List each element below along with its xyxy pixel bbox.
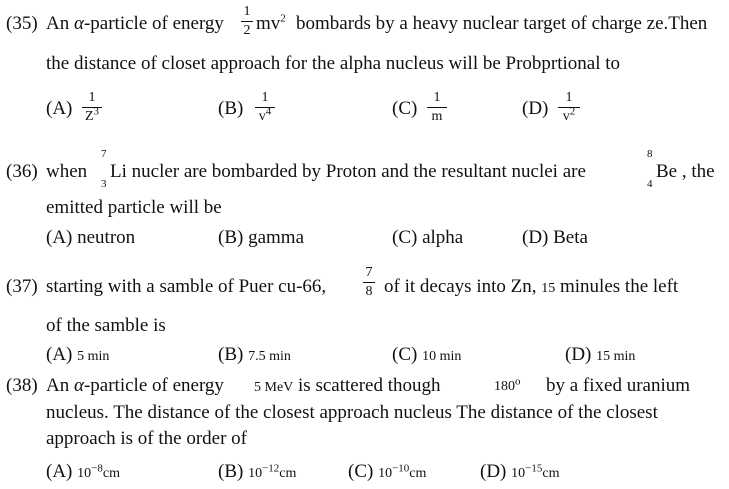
option-b-fraction: 1 $v^4$ — [255, 91, 275, 124]
question-text: An α-particle of energy — [46, 13, 224, 34]
question-text-line2: emitted particle will be — [46, 197, 222, 218]
question-number: (36) — [6, 161, 38, 182]
question-text-cont: of it decays into Zn, 15 minules the left — [384, 276, 679, 297]
option-d-fraction: 1 $v^2$ — [558, 91, 580, 124]
option-d-label: (D) — [522, 98, 549, 119]
question-number: (35) — [6, 13, 38, 34]
energy-fraction: 1 2 — [241, 5, 253, 38]
option-c-label: (C) — [392, 98, 418, 119]
question-text-line3: approach is of the order of — [46, 428, 248, 449]
question-number: (37) — [6, 276, 38, 297]
question-number: (38) — [6, 375, 38, 396]
option-a-fraction: 1 $Z^3$ — [82, 91, 102, 124]
option-d: (D) Beta — [522, 227, 588, 248]
question-text-li: Li nucler are bombarded by Proton and the resultant nuclei are — [110, 161, 586, 182]
option-b: (B) 7.5 min — [218, 344, 291, 365]
question-text-cont: by a fixed uranium — [546, 375, 691, 396]
option-d: (D) $10^{-15}cm$ — [480, 461, 560, 482]
question-text-energy: 5 MeV is scattered though — [254, 375, 441, 396]
question-text-cont: bombards by a heavy nuclear target of charge ze.Then — [296, 13, 708, 34]
option-a: (A) $10^{-8}cm$ — [46, 461, 120, 482]
option-b: (B) $10^{-12}cm$ — [218, 461, 297, 482]
li-atomic-number: 3 — [101, 178, 107, 190]
decay-fraction: 7 8 — [363, 266, 375, 299]
option-c-fraction: 1 m — [427, 91, 447, 124]
option-c: (C) alpha — [392, 227, 464, 248]
option-a: (A) 5 min — [46, 344, 110, 365]
question-text-be: Be , the — [656, 161, 715, 182]
option-c: (C) 10 min — [392, 344, 462, 365]
scattering-angle: 180$^o$ — [494, 375, 521, 394]
question-text-line2: the distance of closet approach for the alpha nucleus will be Probprtional to — [46, 53, 621, 74]
question-text: starting with a samble of Puer cu-66, — [46, 276, 327, 297]
be-atomic-number: 4 — [647, 178, 653, 190]
question-text-line2: nucleus. The distance of the closest approach nucleus The distance of the closest — [46, 402, 658, 423]
question-text: when — [46, 161, 88, 182]
be-mass-number: 8 — [647, 148, 653, 160]
option-a: (A) neutron — [46, 227, 136, 248]
option-c: (C) $10^{-10}cm$ — [348, 461, 427, 482]
energy-term: $mv^2$ — [256, 12, 286, 34]
option-d: (D) 15 min — [565, 344, 636, 365]
li-mass-number: 7 — [101, 148, 107, 160]
question-text: An α-particle of energy — [46, 375, 224, 396]
alpha-symbol: α — [73, 13, 84, 34]
question-text-line2: of the samble is — [46, 315, 166, 336]
option-b-label: (B) — [218, 98, 244, 119]
option-b: (B) gamma — [218, 227, 305, 248]
option-a-label: (A) — [46, 98, 73, 119]
alpha-symbol: α — [73, 375, 84, 396]
